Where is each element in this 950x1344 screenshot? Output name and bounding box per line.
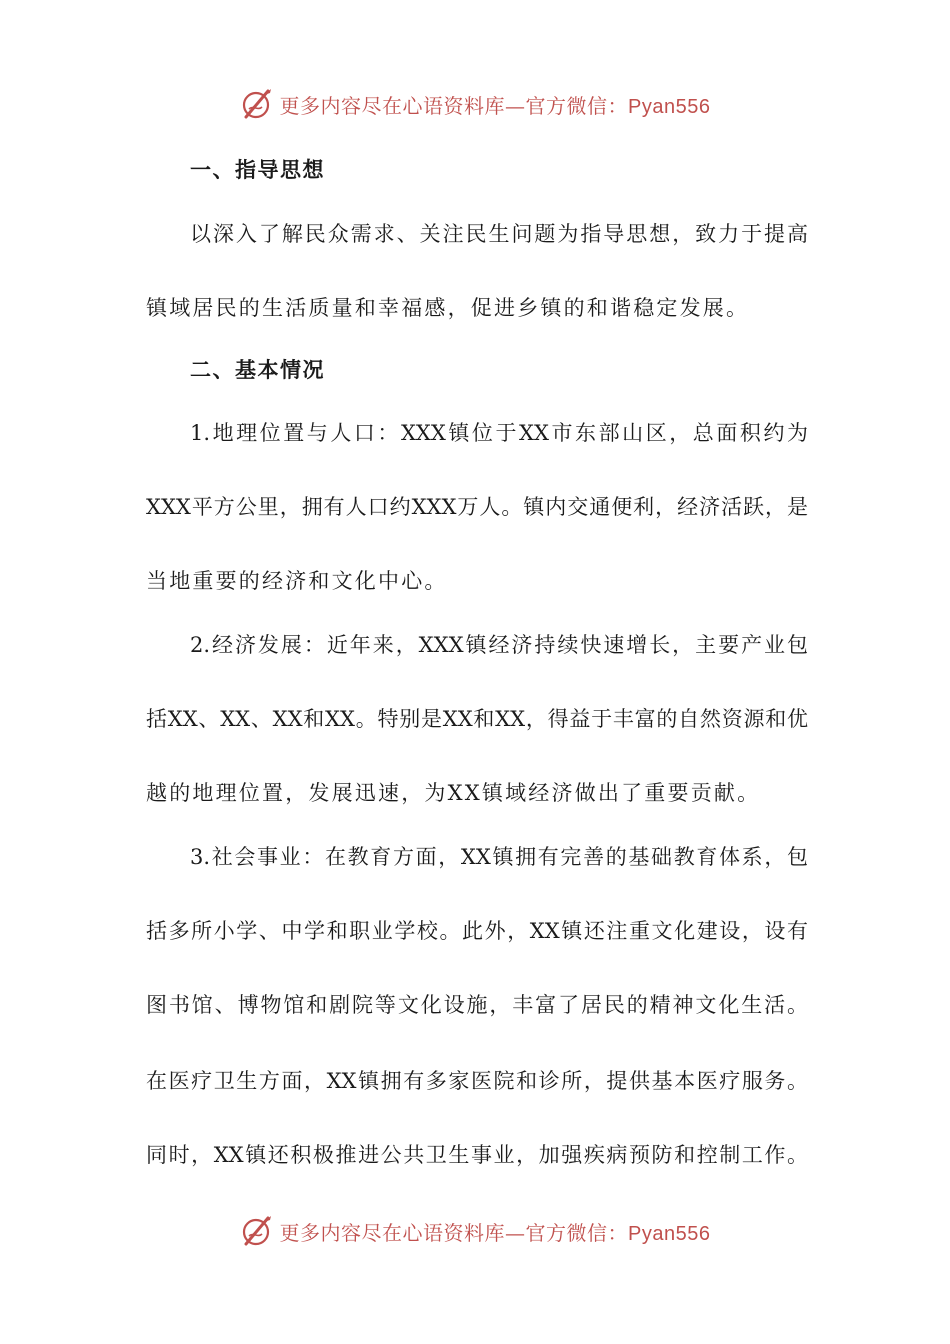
banner-dash: — xyxy=(505,93,526,118)
paragraph-line: 同时，XX镇还积极推进公共卫生事业，加强疾病预防和控制工作。 xyxy=(146,1143,808,1167)
banner-dash: — xyxy=(505,1220,526,1245)
banner-text xyxy=(280,90,711,119)
banner-main-text: 更多内容尽在心语资料库 xyxy=(279,1220,506,1245)
paragraph-line: 当地重要的经济和文化中心。 xyxy=(146,569,448,593)
paragraph-line: XXX平方公里，拥有人口约XXX万人。镇内交通便利，经济活跃，是 xyxy=(146,495,808,519)
paragraph-line: 括XX、XX、XX和XX。特别是XX和XX，得益于丰富的自然资源和优 xyxy=(146,707,808,731)
banner-tail-text: 官方微信： xyxy=(525,93,629,118)
banner-main-text: 更多内容尽在心语资料库 xyxy=(279,93,506,118)
header-banner xyxy=(0,84,950,124)
paragraph-line: 镇域居民的生活质量和幸福感，促进乡镇的和谐稳定发展。 xyxy=(146,296,750,320)
paragraph-line: 括多所小学、中学和职业学校。此外，XX镇还注重文化建设，设有 xyxy=(146,919,808,943)
banner-tail-text: 官方微信： xyxy=(525,1220,629,1245)
section-heading-guiding-ideology: 一、指导思想 xyxy=(190,158,325,182)
paragraph-line: 1.地理位置与人口：XXX镇位于XX市东部山区，总面积约为 xyxy=(190,421,808,445)
paragraph-line: 2.经济发展：近年来，XXX镇经济持续快速增长，主要产业包 xyxy=(190,633,808,657)
pen-circle-icon xyxy=(240,87,274,121)
footer-banner xyxy=(0,1211,950,1251)
banner-text xyxy=(280,1217,711,1246)
paragraph-line: 以深入了解民众需求、关注民生问题为指导思想，致力于提高 xyxy=(190,222,808,246)
paragraph-line: 图书馆、博物馆和剧院等文化设施，丰富了居民的精神文化生活。 xyxy=(146,993,808,1017)
banner-wechat-id: Pyan556 xyxy=(628,1222,711,1245)
paragraph-line: 越的地理位置，发展迅速，为XX镇域经济做出了重要贡献。 xyxy=(146,781,761,805)
pen-circle-icon xyxy=(240,1214,274,1248)
section-heading-basic-situation: 二、基本情况 xyxy=(190,358,325,382)
paragraph-line: 3.社会事业：在教育方面，XX镇拥有完善的基础教育体系，包 xyxy=(190,845,808,869)
paragraph-line: 在医疗卫生方面，XX镇拥有多家医院和诊所，提供基本医疗服务。 xyxy=(146,1069,808,1093)
banner-wechat-id: Pyan556 xyxy=(628,95,711,118)
